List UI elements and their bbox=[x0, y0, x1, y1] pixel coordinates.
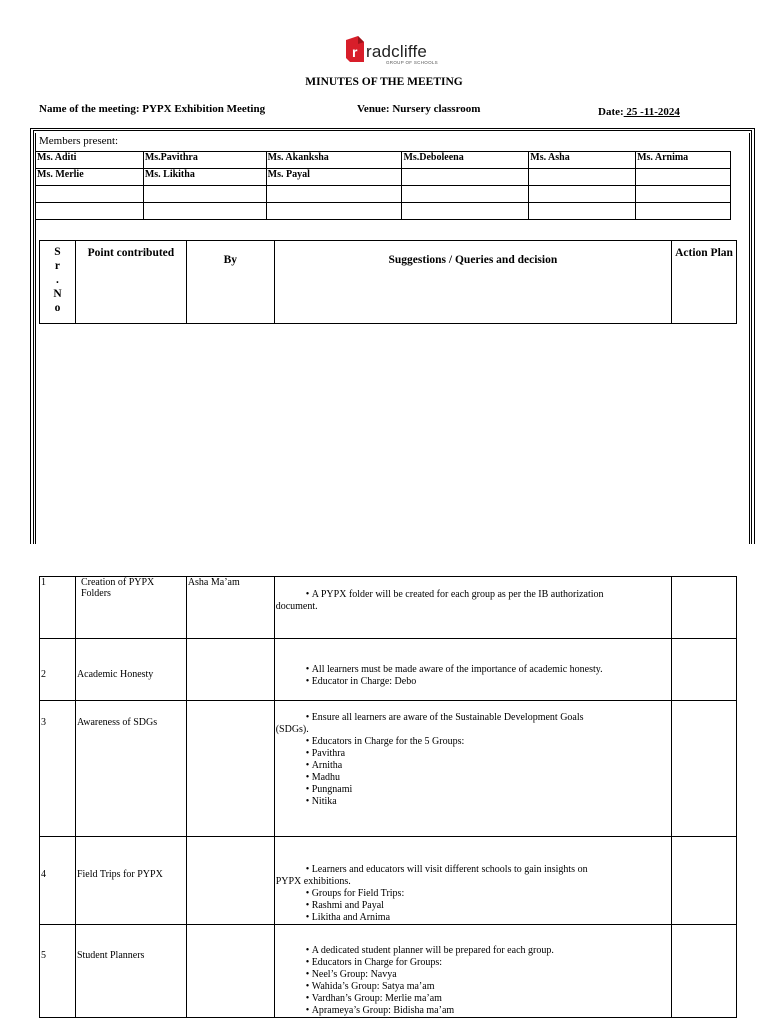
bullet-icon: • bbox=[305, 784, 310, 795]
header-srno-char: S bbox=[54, 246, 61, 258]
frame-line-right bbox=[749, 133, 750, 544]
suggestion-continuation: (SDGs). bbox=[275, 724, 309, 735]
suggestion-item bbox=[276, 760, 670, 772]
suggestion-text: Ensure all learners are aware of the Sustainable Development Goals bbox=[311, 712, 584, 723]
suggestion-item-text: Pungnami bbox=[311, 784, 353, 795]
suggestion-item bbox=[276, 993, 670, 1005]
logo-wordmark: radcliffe bbox=[366, 42, 428, 61]
bullet-icon: • bbox=[305, 888, 310, 899]
row-number: 2 bbox=[40, 639, 76, 701]
row-point: Academic Honesty bbox=[75, 639, 186, 701]
bullet-icon: • bbox=[305, 664, 310, 675]
bullet-icon: • bbox=[305, 589, 310, 600]
row-by bbox=[186, 639, 274, 701]
suggestion-line bbox=[276, 864, 670, 876]
minutes-row bbox=[40, 837, 737, 925]
row-point: Awareness of SDGs bbox=[75, 701, 186, 837]
row-by: Asha Ma’am bbox=[186, 577, 274, 639]
row-by bbox=[186, 925, 274, 1018]
suggestion-item bbox=[276, 981, 670, 993]
suggestion-item-text: Educator in Charge: Debo bbox=[311, 676, 417, 687]
suggestion-item-text: Likitha and Arnima bbox=[311, 912, 391, 923]
member-cell bbox=[36, 203, 144, 220]
bullet-icon: • bbox=[305, 864, 310, 875]
minutes-row bbox=[40, 701, 737, 837]
suggestion-item-text: Vardhan’s Group: Merlie ma’am bbox=[311, 993, 442, 1004]
row-suggestions bbox=[274, 577, 671, 639]
header-srno-char: . bbox=[56, 274, 59, 286]
suggestion-item bbox=[276, 796, 670, 808]
minutes-row bbox=[40, 577, 737, 639]
suggestion-item-text: Groups for Field Trips: bbox=[311, 888, 405, 899]
suggestion-line bbox=[276, 589, 670, 601]
suggestion-item bbox=[276, 772, 670, 784]
document-title: MINUTES OF THE MEETING bbox=[305, 76, 463, 88]
suggestion-item-text: Educators in Charge for Groups: bbox=[311, 957, 443, 968]
members-row bbox=[36, 152, 731, 169]
row-point: Student Planners bbox=[75, 925, 186, 1018]
bullet-icon: • bbox=[305, 760, 310, 771]
suggestion-text: A PYPX folder will be created for each group as per the IB authorization bbox=[311, 589, 604, 600]
suggestion-item bbox=[276, 912, 670, 924]
suggestion-item-text: Wahida’s Group: Satya ma’am bbox=[311, 981, 435, 992]
suggestion-item bbox=[276, 900, 670, 912]
bullet-icon: • bbox=[305, 796, 310, 807]
suggestion-item-text: Rashmi and Payal bbox=[311, 900, 384, 911]
member-cell bbox=[636, 169, 731, 186]
member-cell bbox=[266, 186, 402, 203]
member-cell: Ms. Likitha bbox=[143, 169, 266, 186]
suggestion-line bbox=[276, 712, 670, 724]
member-cell bbox=[529, 186, 636, 203]
member-cell bbox=[402, 186, 529, 203]
members-row bbox=[36, 169, 731, 186]
header-suggestions: Suggestions / Queries and decision bbox=[274, 241, 671, 324]
suggestion-item bbox=[276, 969, 670, 981]
member-cell bbox=[529, 169, 636, 186]
bullet-icon: • bbox=[305, 736, 310, 747]
suggestion-item bbox=[276, 748, 670, 760]
member-cell: Ms.Pavithra bbox=[143, 152, 266, 169]
suggestion-line bbox=[276, 945, 670, 957]
member-cell: Ms. Akanksha bbox=[266, 152, 402, 169]
logo-subtitle: GROUP OF SCHOOLS bbox=[386, 60, 438, 65]
header-action-plan: Action Plan bbox=[672, 241, 737, 324]
suggestion-item bbox=[276, 957, 670, 969]
suggestion-item-text: Madhu bbox=[311, 772, 341, 783]
row-number: 1 bbox=[40, 577, 76, 639]
minutes-row bbox=[40, 639, 737, 701]
row-action-plan bbox=[672, 701, 737, 837]
bullet-icon: • bbox=[305, 748, 310, 759]
row-number: 3 bbox=[40, 701, 76, 837]
row-suggestions bbox=[274, 837, 671, 925]
row-action-plan bbox=[672, 925, 737, 1018]
suggestion-item bbox=[276, 1005, 670, 1017]
school-logo bbox=[344, 34, 444, 68]
suggestion-line bbox=[276, 664, 670, 676]
member-cell: Ms.Deboleena bbox=[402, 152, 529, 169]
date-value: 25 -11-2024 bbox=[623, 106, 680, 118]
members-table bbox=[35, 151, 731, 220]
suggestion-text: A dedicated student planner will be prepared for each group. bbox=[311, 945, 554, 956]
header-srno-char: N bbox=[53, 288, 62, 300]
suggestion-item bbox=[276, 676, 670, 688]
suggestion-item-text: Pavithra bbox=[311, 748, 346, 759]
suggestion-item bbox=[276, 784, 670, 796]
bullet-icon: • bbox=[305, 981, 310, 992]
bullet-icon: • bbox=[305, 945, 310, 956]
member-cell bbox=[402, 203, 529, 220]
members-row bbox=[36, 203, 731, 220]
row-point: Field Trips for PYPX bbox=[75, 837, 186, 925]
row-action-plan bbox=[672, 639, 737, 701]
suggestion-item-text: Arnitha bbox=[311, 760, 343, 771]
member-cell bbox=[636, 203, 731, 220]
suggestion-item-text: Aprameya’s Group: Bidisha ma’am bbox=[311, 1005, 455, 1016]
bullet-icon: • bbox=[305, 712, 310, 723]
logo-mark-icon bbox=[344, 34, 368, 64]
member-cell bbox=[266, 203, 402, 220]
member-cell bbox=[636, 186, 731, 203]
meeting-name: Name of the meeting: PYPX Exhibition Meeting bbox=[39, 103, 266, 115]
member-cell: Ms. Asha bbox=[529, 152, 636, 169]
bullet-icon: • bbox=[305, 912, 310, 923]
row-action-plan bbox=[672, 577, 737, 639]
row-suggestions bbox=[274, 701, 671, 837]
member-cell: Ms. Merlie bbox=[36, 169, 144, 186]
minutes-row bbox=[40, 925, 737, 1018]
header-by: By bbox=[186, 241, 274, 324]
row-suggestions bbox=[274, 639, 671, 701]
suggestion-item-text: Educators in Charge for the 5 Groups: bbox=[311, 736, 465, 747]
member-cell bbox=[529, 203, 636, 220]
row-by bbox=[186, 701, 274, 837]
bullet-icon: • bbox=[305, 772, 310, 783]
bullet-icon: • bbox=[305, 957, 310, 968]
member-cell bbox=[143, 203, 266, 220]
member-cell bbox=[36, 186, 144, 203]
suggestion-text: Learners and educators will visit different schools to gain insights on bbox=[311, 864, 588, 875]
bullet-icon: • bbox=[305, 969, 310, 980]
member-cell bbox=[143, 186, 266, 203]
suggestion-item-text: Nitika bbox=[311, 796, 337, 807]
meeting-venue: Venue: Nursery classroom bbox=[357, 103, 481, 115]
row-number: 4 bbox=[40, 837, 76, 925]
row-point: Creation of PYPX Folders bbox=[75, 577, 186, 639]
members-present-label: Members present: bbox=[39, 135, 119, 147]
suggestion-text: All learners must be made aware of the importance of academic honesty. bbox=[311, 664, 603, 675]
date-label: Date: bbox=[598, 106, 624, 118]
suggestion-continuation: document. bbox=[275, 601, 318, 612]
member-cell: Ms. Payal bbox=[266, 169, 402, 186]
row-number: 5 bbox=[40, 925, 76, 1018]
header-srno-char: o bbox=[54, 302, 61, 314]
suggestion-item bbox=[276, 888, 670, 900]
bullet-icon: • bbox=[305, 676, 310, 687]
bullet-icon: • bbox=[305, 1005, 310, 1016]
row-action-plan bbox=[672, 837, 737, 925]
meeting-date bbox=[598, 106, 680, 118]
suggestion-item bbox=[276, 736, 670, 748]
member-cell: Ms. Arnima bbox=[636, 152, 731, 169]
members-row bbox=[36, 186, 731, 203]
header-srno-char: r bbox=[54, 260, 61, 272]
row-by bbox=[186, 837, 274, 925]
header-srno bbox=[40, 241, 76, 324]
logo-initial: r bbox=[352, 44, 358, 60]
header-point: Point contributed bbox=[75, 241, 186, 324]
bullet-icon: • bbox=[305, 900, 310, 911]
suggestion-item-text: Neel’s Group: Navya bbox=[311, 969, 397, 980]
member-cell: Ms. Aditi bbox=[36, 152, 144, 169]
row-suggestions bbox=[274, 925, 671, 1018]
member-cell bbox=[402, 169, 529, 186]
minutes-body-table bbox=[39, 576, 737, 1018]
bullet-icon: • bbox=[305, 993, 310, 1004]
minutes-header-table bbox=[39, 240, 737, 324]
suggestion-continuation: PYPX exhibitions. bbox=[275, 876, 351, 887]
